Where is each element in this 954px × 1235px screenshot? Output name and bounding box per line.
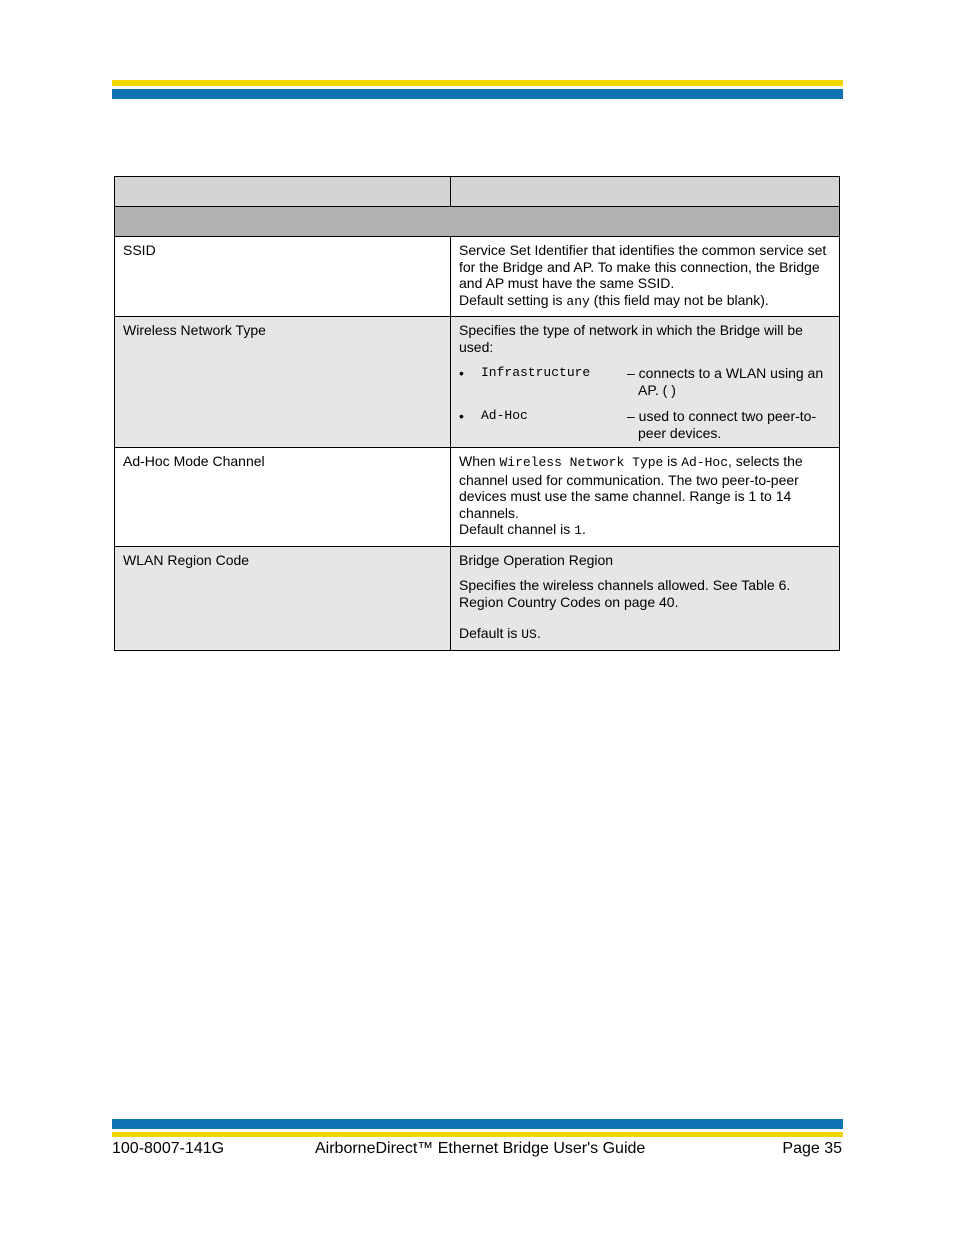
description-cell — [451, 237, 840, 317]
description-text: Specifies the wireless channels allowed. See Table 6. Region Country Codes on page 40. — [459, 577, 791, 610]
footer-blue-rule — [112, 1119, 843, 1129]
table-row — [115, 448, 840, 547]
setting-label: SSID — [123, 242, 156, 258]
bullet-icon: • — [459, 365, 464, 381]
bullet-icon: • — [459, 408, 464, 424]
footer-page-number: Page 35 — [782, 1140, 842, 1157]
description-cell — [451, 546, 840, 650]
footer-guide-title: AirborneDirect™ Ethernet Bridge User's Guide — [315, 1140, 646, 1157]
table-header-row — [115, 177, 840, 207]
settings-table — [114, 176, 840, 651]
option-item — [459, 365, 831, 398]
description-cell — [451, 448, 840, 547]
option-term: Ad-Hoc — [481, 408, 528, 423]
setting-label: WLAN Region Code — [123, 551, 250, 568]
description-text: When Wireless Network Type is Ad-Hoc, selects the channel used for communication. The two peer-to-peer devices must use the same channel. Range is 1 to 14 channels. — [459, 453, 803, 521]
header-yellow-rule — [112, 80, 843, 86]
table-row — [115, 317, 840, 448]
table-section-row — [115, 207, 840, 237]
table-row — [115, 237, 840, 317]
description-text: Specifies the type of network in which the Bridge will be used: — [459, 322, 803, 355]
option-text: – connects to a WLAN using an AP. ( ) — [627, 365, 824, 398]
setting-cell — [115, 546, 451, 650]
setting-cell — [115, 237, 451, 317]
option-item — [459, 408, 831, 441]
header-blue-rule — [112, 89, 843, 99]
setting-cell — [115, 317, 451, 448]
setting-label: Ad-Hoc Mode Channel — [123, 453, 265, 469]
default-text: Default channel is 1. — [459, 521, 586, 538]
header-cell-description — [451, 177, 840, 207]
setting-cell — [115, 448, 451, 547]
footer-doc-number: 100-8007-141G — [112, 1140, 225, 1157]
description-text: Service Set Identifier that identifies the common service set for the Bridge and AP. To make this connection, the Bridge and AP must have the same SSID. — [459, 242, 827, 291]
footer-yellow-rule — [112, 1132, 843, 1137]
description-title: Bridge Operation Region — [459, 551, 614, 568]
description-cell — [451, 317, 840, 448]
section-cell — [115, 207, 840, 237]
option-text: – used to connect two peer-to-peer devices. — [627, 408, 817, 441]
setting-label: Wireless Network Type — [123, 322, 266, 338]
default-text: Default setting is any (this field may not be blank). — [459, 291, 769, 309]
header-cell-setting — [115, 177, 451, 207]
table-row — [115, 546, 840, 650]
option-term: Infrastructure — [481, 365, 591, 380]
default-text: Default is US. — [459, 625, 541, 642]
